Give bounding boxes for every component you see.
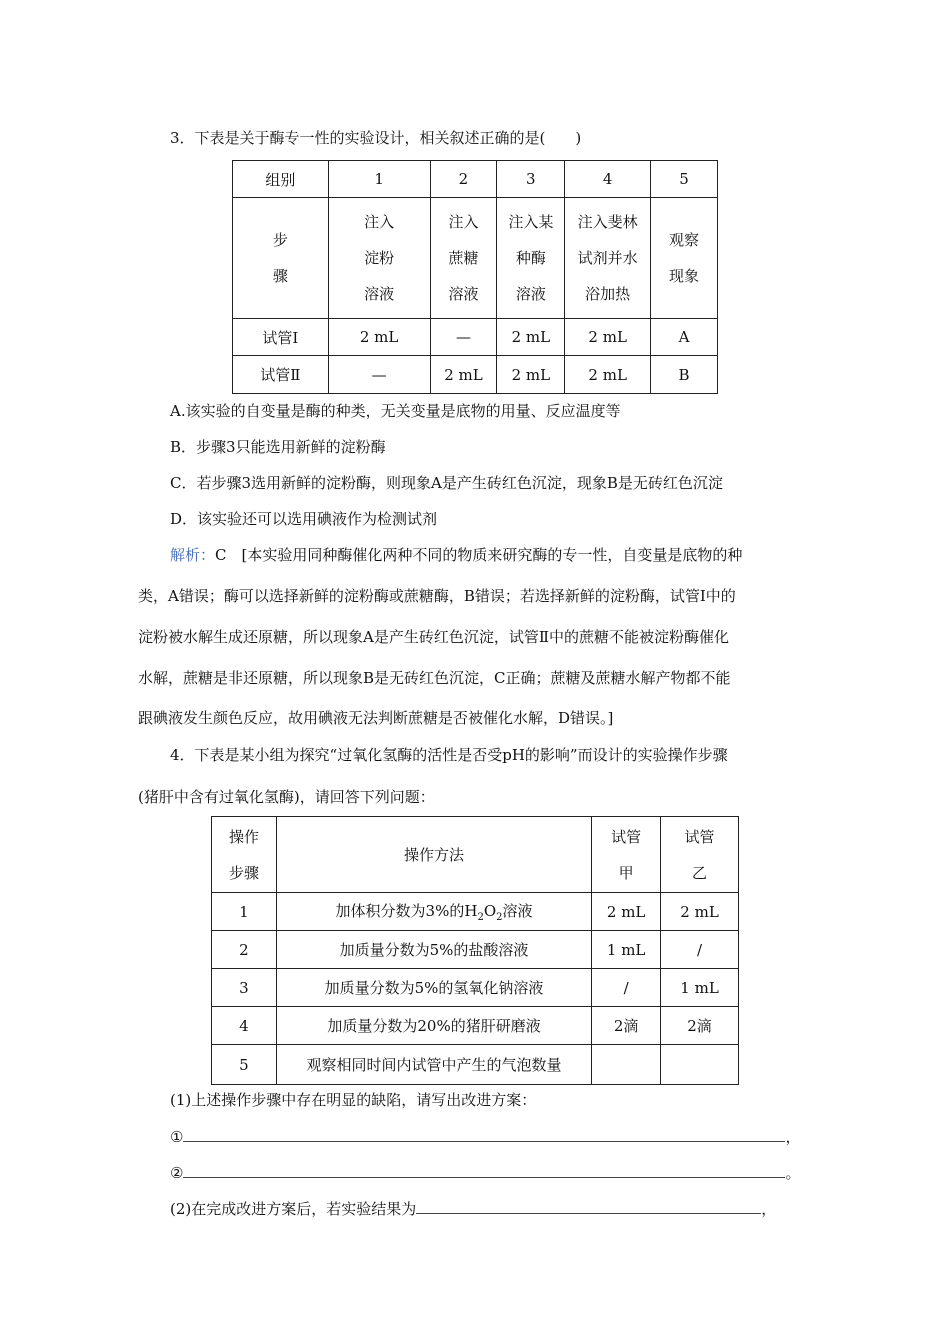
step-text: 种酶 — [515, 249, 546, 267]
q4-stem: (猪肝中含有过氧化氢酶)，请回答下列问题： — [138, 788, 435, 806]
table-cell: 试管Ⅱ — [233, 356, 329, 394]
table-cell: 2 — [212, 931, 277, 969]
blank-marker: ① — [170, 1128, 184, 1146]
header-text: 试管 — [611, 827, 642, 846]
table-row — [212, 931, 739, 969]
step-text: 试剂并水 — [577, 249, 638, 267]
q3-option-d: D．该实验还可以选用碘液作为检测试剂 — [170, 510, 438, 528]
step-text: 注入某 — [508, 213, 554, 231]
step-label-cell — [233, 198, 329, 319]
step-text: 溶液 — [515, 285, 546, 303]
table-cell: / — [592, 969, 661, 1007]
table-cell: 2 mL — [661, 893, 739, 931]
table-cell: 加质量分数为5%的盐酸溶液 — [276, 931, 591, 969]
table-row — [212, 969, 739, 1007]
analysis-text: C [本实验用同种酶催化两种不同的物质来研究酶的专一性，自变量是底物的种 — [215, 546, 743, 564]
step-text: 淀粉 — [364, 249, 395, 267]
q3-analysis-line: 跟碘液发生颜色反应，故用碘液无法判断蔗糖是否被催化水解，D错误。] — [138, 709, 614, 727]
table-cell: 4 — [212, 1007, 277, 1045]
step-cell — [430, 198, 497, 319]
table-row — [212, 1007, 739, 1045]
step-text: 溶液 — [448, 285, 479, 303]
table-row — [212, 1045, 739, 1085]
table-row — [233, 198, 718, 319]
step-cell — [497, 198, 565, 319]
table-header-cell: 4 — [565, 161, 651, 198]
q3-analysis-line: 水解，蔗糖是非还原糖，所以现象B是无砖红色沉淀，C正确；蔗糖及蔗糖水解产物都不能 — [138, 669, 731, 687]
header-text: 甲 — [618, 863, 634, 882]
subscript: 2 — [496, 912, 503, 923]
table-header-cell — [661, 817, 739, 893]
q4-sub2-line — [170, 1198, 776, 1219]
table-header-cell: 3 — [497, 161, 565, 198]
step-cell — [651, 198, 718, 319]
table-cell: 2 mL — [497, 356, 565, 394]
table-cell: / — [661, 931, 739, 969]
q3-analysis-line: 淀粉被水解生成还原糖，所以现象A是产生砖红色沉淀，试管Ⅱ中的蔗糖不能被淀粉酶催化 — [138, 628, 730, 646]
table-header-cell: 5 — [651, 161, 718, 198]
blank-marker: ② — [170, 1164, 184, 1182]
answer-blank-1[interactable] — [183, 1126, 785, 1142]
step-text: 注入斐林 — [577, 213, 638, 231]
q3-stem: 3．下表是关于酶专一性的实验设计，相关叙述正确的是( ) — [170, 129, 582, 147]
q3-analysis-line — [170, 545, 742, 565]
table-cell: 3 — [212, 969, 277, 1007]
q4-stem: 4．下表是某小组为探究“过氧化氢酶的活性是否受pH的影响”而设计的实验操作步骤 — [170, 746, 728, 764]
q3-option-b: B．步骤3只能选用新鲜的淀粉酶 — [170, 438, 386, 456]
step-label-line: 骤 — [272, 267, 288, 285]
step-text: 浴加热 — [585, 285, 631, 303]
step-cell — [565, 198, 651, 319]
table-row — [233, 356, 718, 394]
table-cell: 加质量分数为5%的氢氧化钠溶液 — [276, 969, 591, 1007]
table-cell: 2 mL — [497, 319, 565, 356]
table-cell: 2 mL — [565, 319, 651, 356]
table-header-cell — [212, 817, 277, 893]
punctuation: ， — [785, 1128, 801, 1146]
subscript: 2 — [477, 912, 484, 923]
q4-blank2-line — [170, 1162, 800, 1183]
table-header-cell — [592, 817, 661, 893]
method-text: 溶液 — [502, 902, 533, 920]
q3-table — [232, 160, 718, 394]
table-cell — [592, 1045, 661, 1085]
header-text: 操作 — [228, 827, 259, 846]
table-header-cell: 2 — [430, 161, 497, 198]
table-cell: — — [328, 356, 430, 394]
step-text: 注入 — [448, 213, 479, 231]
step-cell — [328, 198, 430, 319]
table-cell: B — [651, 356, 718, 394]
table-cell: 1 mL — [592, 931, 661, 969]
answer-blank-2[interactable] — [183, 1162, 785, 1178]
step-text: 观察 — [669, 231, 700, 249]
step-text: 注入 — [364, 213, 395, 231]
table-cell: 2滴 — [661, 1007, 739, 1045]
analysis-label: 解析： — [170, 546, 216, 564]
table-cell: 观察相同时间内试管中产生的气泡数量 — [276, 1045, 591, 1085]
table-cell: 2 mL — [328, 319, 430, 356]
table-header-cell: 操作方法 — [276, 817, 591, 893]
table-row — [233, 319, 718, 356]
header-text: 乙 — [692, 863, 708, 882]
table-row — [212, 893, 739, 931]
q4-table — [211, 816, 739, 1085]
table-row — [212, 817, 739, 893]
punctuation: ， — [761, 1200, 777, 1218]
table-cell — [661, 1045, 739, 1085]
table-cell: 2 mL — [592, 893, 661, 931]
table-cell: 5 — [212, 1045, 277, 1085]
table-cell: — — [430, 319, 497, 356]
step-text: 溶液 — [364, 285, 395, 303]
header-text: 试管 — [684, 827, 715, 846]
table-cell: 1 — [212, 893, 277, 931]
header-text: 步骤 — [228, 863, 259, 882]
table-cell: 2 mL — [565, 356, 651, 394]
table-cell: 2 mL — [430, 356, 497, 394]
q4-blank1-line — [170, 1126, 800, 1147]
method-text: O — [483, 902, 497, 920]
q3-analysis-line: 类，A错误；酶可以选择新鲜的淀粉酶或蔗糖酶，B错误；若选择新鲜的淀粉酶，试管Ⅰ中的 — [138, 587, 736, 605]
table-cell: 2滴 — [592, 1007, 661, 1045]
step-text: 现象 — [669, 267, 700, 285]
sub-question-text: (2)在完成改进方案后，若实验结果为 — [170, 1200, 417, 1218]
table-cell: 加质量分数为20%的猪肝研磨液 — [276, 1007, 591, 1045]
table-cell: 1 mL — [661, 969, 739, 1007]
table-header-cell: 1 — [328, 161, 430, 198]
q3-option-c: C．若步骤3选用新鲜的淀粉酶，则现象A是产生砖红色沉淀，现象B是无砖红色沉淀 — [170, 474, 723, 492]
step-text: 蔗糖 — [448, 249, 479, 267]
q4-sub1: (1)上述操作步骤中存在明显的缺陷，请写出改进方案： — [170, 1091, 537, 1109]
step-label-line: 步 — [272, 231, 288, 249]
table-row — [233, 161, 718, 198]
table-header-cell: 组别 — [233, 161, 329, 198]
table-cell: A — [651, 319, 718, 356]
method-text: 加体积分数为3%的H — [335, 902, 478, 920]
answer-blank-3[interactable] — [416, 1198, 761, 1214]
q3-option-a: A.该实验的自变量是酶的种类，无关变量是底物的用量、反应温度等 — [170, 402, 621, 420]
punctuation: 。 — [785, 1164, 801, 1182]
table-cell — [276, 893, 591, 931]
table-cell: 试管Ⅰ — [233, 319, 329, 356]
